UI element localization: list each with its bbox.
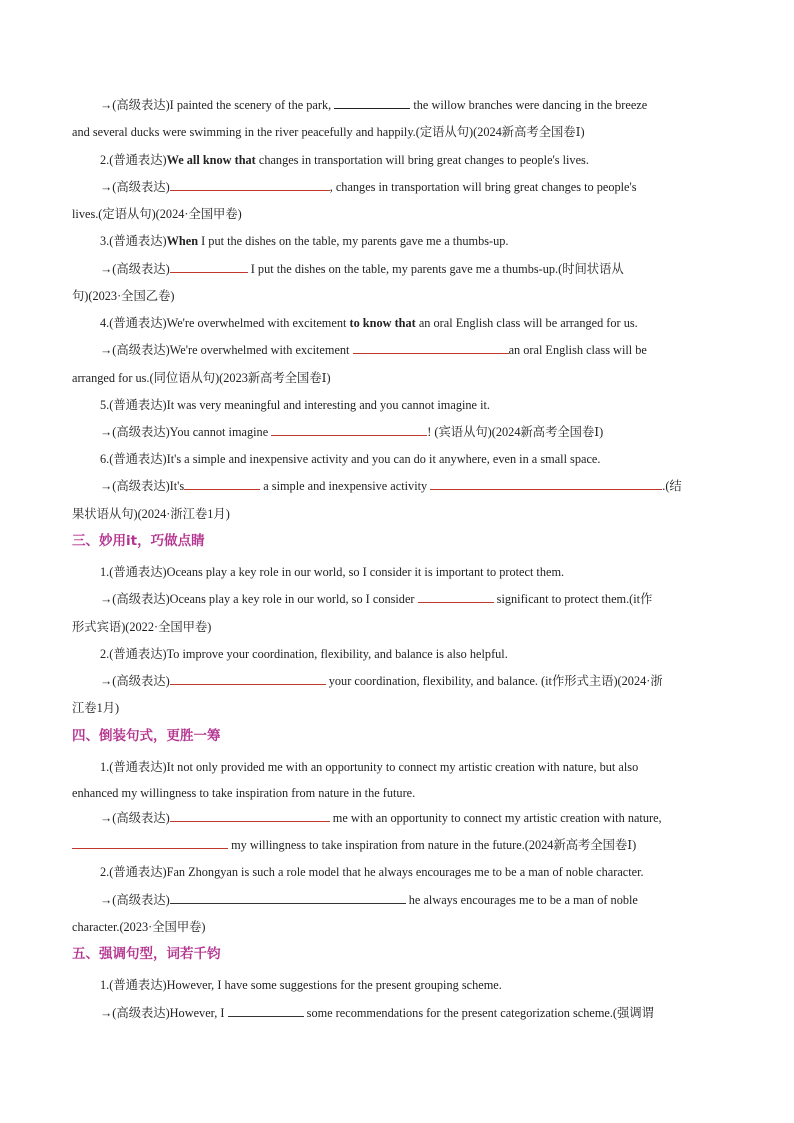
section-heading: 五、强调句型，词若千钧 — [72, 946, 221, 962]
text-segment: me with an opportunity to connect my artistic creation with nature, — [329, 811, 662, 825]
text-line — [72, 341, 722, 359]
text-line — [72, 699, 722, 717]
text-segment: 江卷1月) — [72, 701, 120, 715]
text-segment: an oral English class will be arranged for us. — [415, 316, 638, 330]
text-segment: 1.(普通表达)It not only provided me with an opportunity to connect my artistic creation with nature, but also — [100, 760, 639, 774]
text-segment: character.(2023·全国甲卷) — [72, 920, 206, 934]
text-line — [72, 505, 722, 523]
answer-blank[interactable] — [184, 478, 260, 490]
text-segment: , changes in transportation will bring great changes to people's — [329, 180, 637, 194]
text-line — [72, 96, 722, 114]
text-segment: a simple and inexpensive activity — [260, 479, 431, 493]
text-segment: the willow branches were dancing in the breeze — [413, 98, 648, 112]
text-segment: 2.(普通表达)To improve your coordination, flexibility, and balance is also helpful. — [100, 647, 508, 661]
text-segment: .(结 — [662, 479, 682, 493]
text-line — [72, 123, 722, 141]
text-line — [72, 976, 722, 994]
text-segment: 6.(普通表达)It's a simple and inexpensive activity and you can do it anywhere, even in a small space. — [100, 452, 601, 466]
bold-phrase: to know that — [349, 316, 416, 330]
text-segment: an oral English class will be — [508, 343, 647, 357]
text-line — [72, 563, 722, 581]
answer-blank[interactable] — [170, 810, 330, 822]
bold-phrase: When — [166, 234, 199, 248]
text-segment: significant to protect them.(it作 — [493, 592, 653, 606]
answer-blank[interactable] — [228, 1005, 304, 1017]
answer-blank[interactable] — [170, 179, 330, 191]
text-segment: 1.(普通表达)However, I have some suggestions for the present grouping scheme. — [100, 978, 502, 992]
text-line — [72, 836, 722, 854]
text-segment: my willingness to take inspiration from nature in the future.(2024新高考全国卷Ⅰ) — [228, 838, 637, 852]
answer-blank[interactable] — [430, 478, 662, 490]
answer-blank[interactable] — [170, 673, 326, 685]
text-line — [72, 314, 722, 332]
text-segment: →(高级表达) — [100, 674, 170, 688]
text-line — [72, 918, 722, 936]
text-line — [72, 809, 722, 827]
text-segment: →(高级表达)I painted the scenery of the park, — [100, 98, 332, 112]
answer-blank[interactable] — [418, 591, 494, 603]
text-segment: ! (宾语从句)(2024新高考全国卷Ⅰ) — [427, 425, 604, 439]
text-line — [72, 758, 722, 776]
text-segment: →(高级表达)You cannot imagine — [100, 425, 272, 439]
text-segment: →(高级表达) — [100, 811, 170, 825]
text-segment: your coordination, flexibility, and balance. (it作形式主语)(2024·浙 — [325, 674, 663, 688]
text-line — [72, 151, 722, 169]
text-segment: 果状语从句)(2024·浙江卷1月) — [72, 507, 230, 521]
text-segment: 5.(普通表达)It was very meaningful and interesting and you cannot imagine it. — [100, 398, 490, 412]
text-segment: some recommendations for the present categorization scheme.(强调谓 — [303, 1006, 654, 1020]
text-segment: 4.(普通表达)We're overwhelmed with excitement — [100, 316, 350, 330]
answer-blank[interactable] — [353, 342, 509, 354]
text-line — [72, 205, 722, 223]
text-segment: 2.(普通表达)Fan Zhongyan is such a role model that he always encourages me to be a man of noble character. — [100, 865, 644, 879]
text-line — [72, 178, 722, 196]
text-line — [72, 672, 722, 690]
text-line — [72, 618, 722, 636]
text-segment: 2.(普通表达) — [100, 153, 167, 167]
text-line — [72, 863, 722, 881]
section-heading: 三、妙用it，巧做点睛 — [72, 533, 205, 549]
text-segment: →(高级表达)It's — [100, 479, 185, 493]
text-segment: and several ducks were swimming in the river peacefully and happily.(定语从句)(2024新高考全国卷Ⅰ) — [72, 125, 585, 139]
text-segment: →(高级表达)We're overwhelmed with excitement — [100, 343, 353, 357]
text-line — [72, 232, 722, 250]
text-segment: changes in transportation will bring great changes to people's lives. — [255, 153, 589, 167]
text-segment: arranged for us.(同位语从句)(2023新高考全国卷Ⅰ) — [72, 371, 331, 385]
text-line — [72, 590, 722, 608]
text-segment: 句)(2023·全国乙卷) — [72, 289, 175, 303]
text-line — [72, 784, 722, 802]
text-line — [72, 477, 722, 495]
text-line — [72, 287, 722, 305]
text-segment: →(高级表达) — [100, 262, 170, 276]
text-line — [72, 891, 722, 909]
answer-blank[interactable] — [334, 97, 410, 109]
text-line — [72, 396, 722, 414]
text-line — [72, 423, 722, 441]
text-line — [72, 450, 722, 468]
text-segment: 3.(普通表达) — [100, 234, 167, 248]
text-segment: →(高级表达) — [100, 180, 170, 194]
text-segment: lives.(定语从句)(2024·全国甲卷) — [72, 207, 242, 221]
text-segment: →(高级表达)However, I — [100, 1006, 228, 1020]
section-heading: 四、倒装句式，更胜一筹 — [72, 728, 221, 744]
text-line — [72, 1004, 722, 1022]
text-segment: →(高级表达) — [100, 893, 170, 907]
text-line — [72, 260, 722, 278]
text-segment: 形式宾语)(2022·全国甲卷) — [72, 620, 212, 634]
answer-blank[interactable] — [170, 892, 406, 904]
answer-blank[interactable] — [72, 837, 228, 849]
bold-phrase: We all know that — [166, 153, 256, 167]
text-segment: I put the dishes on the table, my parents gave me a thumbs-up.(时间状语从 — [247, 262, 624, 276]
answer-blank[interactable] — [271, 424, 427, 436]
text-segment: 1.(普通表达)Oceans play a key role in our world, so I consider it is important to protect them. — [100, 565, 565, 579]
text-line — [72, 369, 722, 387]
text-segment: →(高级表达)Oceans play a key role in our world, so I consider — [100, 592, 418, 606]
text-segment: I put the dishes on the table, my parents gave me a thumbs-up. — [198, 234, 509, 248]
text-segment: he always encourages me to be a man of noble — [405, 893, 638, 907]
text-line — [72, 645, 722, 663]
answer-blank[interactable] — [170, 261, 248, 273]
text-segment: enhanced my willingness to take inspiration from nature in the future. — [72, 786, 416, 800]
